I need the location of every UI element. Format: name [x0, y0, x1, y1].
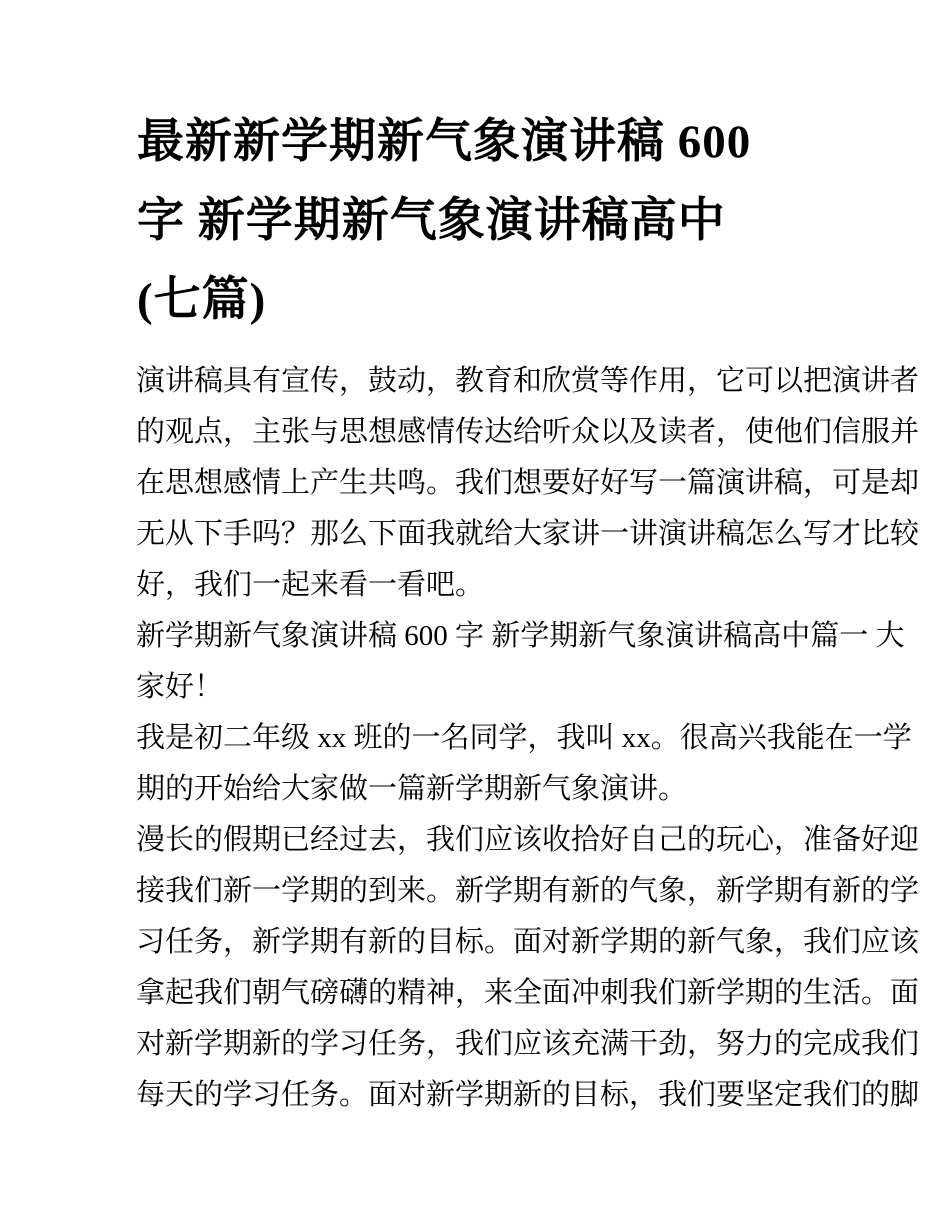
text-line: 对新学期新的学习任务，我们应该充满干劲，努力的完成我们	[136, 1028, 920, 1060]
paragraph-section-heading	[136, 611, 905, 713]
text-line: 新学期新气象演讲稿 600 字 新学期新气象演讲稿高中篇一 大	[136, 620, 905, 652]
title-line: (七篇)	[137, 274, 267, 326]
document-body	[136, 356, 920, 1121]
text-line: 习任务，新学期有新的目标。面对新学期的新气象，我们应该	[136, 926, 920, 958]
text-line: 每天的学习任务。面对新学期新的目标，我们要坚定我们的脚	[136, 1079, 920, 1111]
text-line: 的观点，主张与思想感情传达给听众以及读者，使他们信服并	[136, 416, 920, 448]
text-line: 家好！	[136, 671, 224, 703]
paragraph-intro	[136, 356, 920, 611]
title-line: 字 新学期新气象演讲稿高中	[137, 195, 726, 247]
text-line: 无从下手吗？那么下面我就给大家讲一讲演讲稿怎么写才比较	[136, 518, 920, 550]
text-line: 好，我们一起来看一看吧。	[136, 569, 485, 601]
text-line: 拿起我们朝气磅礴的精神，来全面冲刺我们新学期的生活。面	[136, 977, 920, 1009]
text-line: 演讲稿具有宣传，鼓动，教育和欣赏等作用，它可以把演讲者	[136, 365, 920, 397]
text-line: 期的开始给大家做一篇新学期新气象演讲。	[136, 773, 688, 805]
text-line: 接我们新一学期的到来。新学期有新的气象，新学期有新的学	[136, 875, 920, 907]
text-line: 我是初二年级 xx 班的一名同学，我叫 xx。很高兴我能在一学	[136, 722, 912, 754]
document-title	[137, 103, 842, 340]
paragraph-speech-body	[136, 815, 920, 1121]
title-line: 最新新学期新气象演讲稿 600	[137, 116, 752, 168]
text-line: 在思想感情上产生共鸣。我们想要好好写一篇演讲稿，可是却	[136, 467, 920, 499]
paragraph-self-introduction	[136, 713, 912, 815]
text-line: 漫长的假期已经过去，我们应该收拾好自己的玩心，准备好迎	[136, 824, 920, 856]
